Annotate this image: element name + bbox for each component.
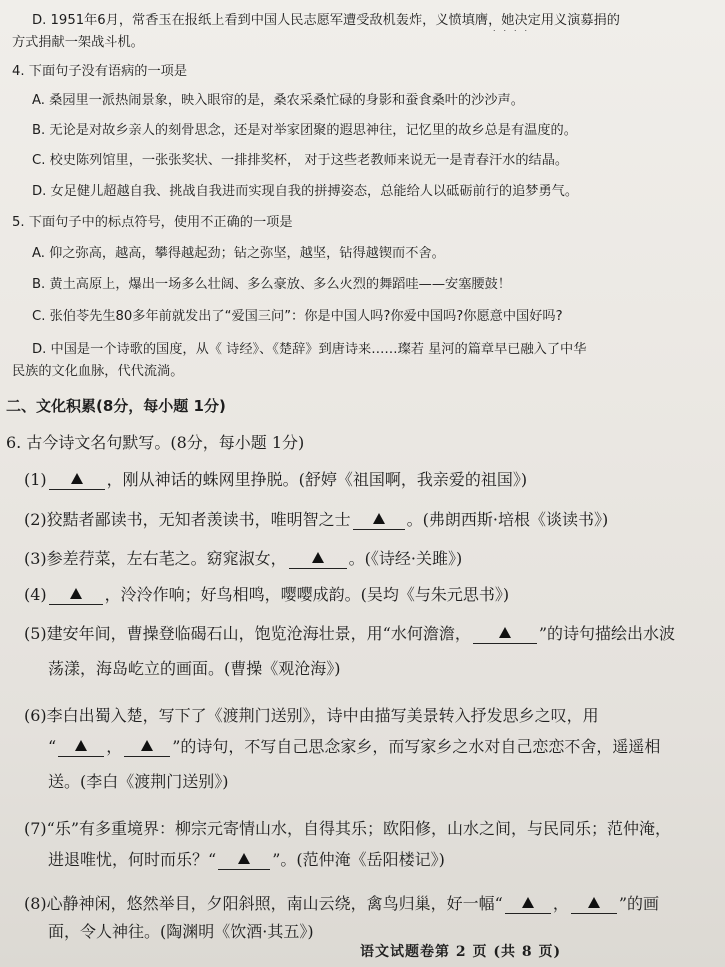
q6-item-8-line2: 面，令人神往。(陶渊明《饮酒·其五》) xyxy=(48,922,314,941)
emphasis-dots: ˙˙˙˙ xyxy=(492,30,534,40)
q6-item-5-line1: (5)建安年间，曹操登临碣石山，饱览沧海壮景，用“水何澹澹， ”的诗句描绘出水波 xyxy=(24,624,676,643)
q3-option-d-line1: D. 1951年6月，常香玉在报纸上看到中国人民志愿军遭受敌机轰炸，义愤填膺，她决定用义演募捐的 xyxy=(32,13,620,28)
answer-blank-3[interactable] xyxy=(289,550,347,569)
triangle-icon xyxy=(238,853,250,864)
section-2-title: 二、文化积累(8分，每小题 1分) xyxy=(6,397,226,415)
triangle-icon xyxy=(75,740,87,751)
triangle-icon xyxy=(312,552,324,563)
q3-option-d-line2: 方式捐献一架战斗机。 xyxy=(12,35,144,50)
answer-blank-2[interactable] xyxy=(353,511,405,530)
q4-option-c: C. 校史陈列馆里，一张张奖状、一排排奖杯， 对于这些老教师来说无一是青春汗水的结晶。 xyxy=(32,153,569,168)
q6-stem: 6. 古今诗文名句默写。(8分，每小题 1分) xyxy=(6,433,305,452)
answer-blank-8b[interactable] xyxy=(571,895,617,914)
q6-item-5-line2: 荡漾，海岛屹立的画面。(曹操《观沧海》) xyxy=(48,659,341,678)
answer-blank-6a[interactable] xyxy=(58,738,104,757)
q4-option-b: B. 无论是对故乡亲人的刻骨思念，还是对举家团聚的遐思神往，记忆里的故乡总是有温度的。 xyxy=(32,123,577,138)
q6-item-8-line1: (8)心静神闲，悠然举目，夕阳斜照，南山云绕，禽鸟归巢，好一幅“ ， ”的画 xyxy=(24,894,660,913)
triangle-icon xyxy=(522,897,534,908)
q6-item-7-line1: (7)“乐”有多重境界：柳宗元寄情山水，自得其乐；欧阳修，山水之间，与民同乐；范仲淹， xyxy=(24,819,672,838)
page-footer: 语文试题卷第 2 页 (共 8 页) xyxy=(360,944,562,960)
q6-item-6-line3: 送。(李白《渡荆门送别》) xyxy=(48,772,229,791)
q4-option-a: A. 桑园里一派热闹景象，映入眼帘的是，桑农采桑忙碌的身影和蚕食桑叶的沙沙声。 xyxy=(32,93,524,108)
q5-option-a: A. 仰之弥高，越高，攀得越起劲；钻之弥坚，越坚，钻得越锲而不舍。 xyxy=(32,246,445,261)
q5-option-c: C. 张伯苓先生80多年前就发出了“爱国三问”：你是中国人吗?你爱中国吗?你愿意中国好吗? xyxy=(32,309,563,324)
q5-option-d-line2: 民族的文化血脉，代代流淌。 xyxy=(12,364,184,379)
q4-option-d: D. 女足健儿超越自我、挑战自我进而实现自我的拼搏姿态，总能给人以砥砺前行的追梦勇气。 xyxy=(32,184,579,199)
triangle-icon xyxy=(71,473,83,484)
q5-option-b: B. 黄土高原上，爆出一场多么壮阔、多么豪放、多么火烈的舞蹈哇——安塞腰鼓！ xyxy=(32,277,511,292)
triangle-icon xyxy=(70,588,82,599)
q6-item-4: (4) ，泠泠作响；好鸟相鸣，嘤嘤成韵。(吴均《与朱元思书》) xyxy=(24,585,510,604)
answer-blank-4[interactable] xyxy=(49,586,103,605)
q6-item-1: (1) ，刚从神话的蛛网里挣脱。(舒婷《祖国啊，我亲爱的祖国》) xyxy=(24,470,528,489)
q5-option-d-line1: D. 中国是一个诗歌的国度，从《 诗经》、《楚辞》到唐诗来……璨若 星河的篇章早已融入了中华 xyxy=(32,342,587,357)
answer-blank-6b[interactable] xyxy=(124,738,170,757)
q6-item-3: (3)参差荇菜，左右芼之。窈窕淑女， 。(《诗经·关雎》) xyxy=(24,549,463,568)
q6-item-6-line2: “ ， ”的诗句，不写自己思念家乡，而写家乡之水对自己恋恋不舍，遥遥相 xyxy=(48,737,661,756)
triangle-icon xyxy=(373,513,385,524)
triangle-icon xyxy=(499,627,511,638)
answer-blank-8a[interactable] xyxy=(505,895,551,914)
triangle-icon xyxy=(141,740,153,751)
answer-blank-5[interactable] xyxy=(473,625,537,644)
triangle-icon xyxy=(588,897,600,908)
q6-item-6-line1: (6)李白出蜀入楚，写下了《渡荆门送别》，诗中由描写美景转入抒发思乡之叹，用 xyxy=(24,706,599,725)
answer-blank-1[interactable] xyxy=(49,471,105,490)
q4-stem: 4. 下面句子没有语病的一项是 xyxy=(12,64,188,79)
answer-blank-7[interactable] xyxy=(218,851,270,870)
q6-item-7-line2: 进退唯忧，何时而乐？“ ”。(范仲淹《岳阳楼记》) xyxy=(48,850,445,869)
q5-stem: 5. 下面句子中的标点符号，使用不正确的一项是 xyxy=(12,215,293,230)
q6-item-2: (2)狡黠者鄙读书，无知者羡读书，唯明智之士 。(弗朗西斯·培根《谈读书》) xyxy=(24,510,609,529)
